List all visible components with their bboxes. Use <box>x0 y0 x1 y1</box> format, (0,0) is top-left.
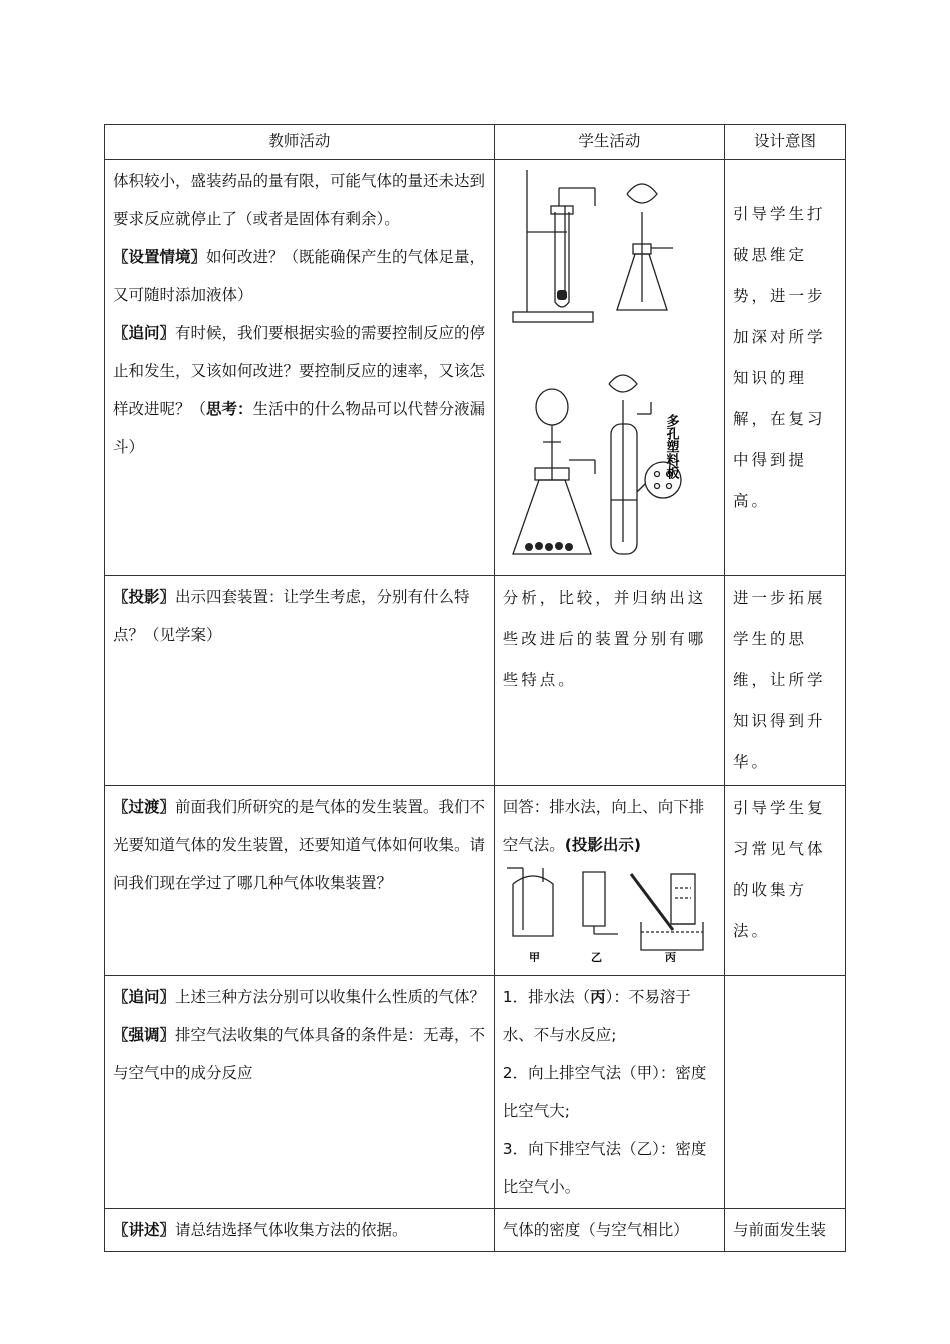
design-cell <box>724 786 845 976</box>
student-text: 气体的密度（与空气相比） <box>502 1221 689 1239</box>
student-text: 回答：排水法，向上、向下排空气法。 <box>502 798 705 854</box>
label-yi: 乙 <box>590 951 602 962</box>
teacher-text: 前面我们所研究的是气体的发生装置。我们不光要知道气体的发生装置，还要知道气体如何收集。请问我们现在学过了哪几种气体收集装置？ <box>113 798 486 892</box>
header-student: 学生活动 <box>494 125 724 160</box>
teacher-cell <box>105 160 495 576</box>
think-tag: 思考： <box>206 400 253 418</box>
answer-1-bold: 丙 <box>590 988 606 1006</box>
teacher-intro: 体积较小，盛装药品的量有限，可能气体的量还未达到要求反应就停止了（或者是固体有剩余）。 <box>113 172 486 228</box>
teacher-cell <box>105 1209 495 1252</box>
table-row <box>105 160 846 576</box>
apparatus-figure <box>495 162 724 567</box>
lesson-plan-table <box>104 124 846 1252</box>
teacher-cell <box>105 576 495 786</box>
porous-plate-label: 多孔塑料板 <box>663 414 679 479</box>
table-row <box>105 1209 846 1252</box>
emphasis-text: 排空气法收集的气体具备的条件是：无毒，不与空气中的成分反应 <box>113 1026 486 1082</box>
answer-2: 2．向上排空气法（甲）：密度比空气大; <box>502 1064 707 1120</box>
teacher-text: 出示四套装置：让学生考虑，分别有什么特点？（见学案） <box>113 588 470 644</box>
design-cell <box>724 976 845 1209</box>
tag-projection: 〖投影〗 <box>113 588 176 606</box>
teacher-text: 请总结选择气体收集方法的依据。 <box>175 1221 408 1239</box>
teacher-cell <box>105 786 495 976</box>
table-row <box>105 976 846 1209</box>
label-bing: 丙 <box>664 951 676 962</box>
design-cell <box>724 1209 845 1252</box>
tag-followup: 〖追问〗 <box>113 988 176 1006</box>
student-cell <box>494 786 724 976</box>
tag-lecture: 〖讲述〗 <box>113 1221 176 1239</box>
design-cell <box>724 576 845 786</box>
design-cell <box>724 160 845 576</box>
followup-text: 上述三种方法分别可以收集什么性质的气体？ <box>175 988 486 1006</box>
answer-1-pre: 1．排水法（ <box>502 988 591 1006</box>
answer-3: 3．向下排空气法（乙）：密度比空气小。 <box>502 1140 707 1196</box>
tag-scenario: 〖设置情境〗 <box>113 248 207 266</box>
student-bold: (投影出示) <box>564 836 641 854</box>
student-text: 分析，比较，并归纳出这些改进后的装置分别有哪些特点。 <box>502 589 707 689</box>
student-cell <box>494 576 724 786</box>
student-cell-apparatus <box>494 160 724 576</box>
collection-methods-drawing <box>503 864 718 962</box>
think-text: 生活中的什么物品可以代替分液漏斗） <box>113 400 486 456</box>
student-cell <box>494 1209 724 1252</box>
header-row <box>105 125 846 160</box>
stand-base <box>513 312 593 322</box>
teacher-cell <box>105 976 495 1209</box>
label-jia: 甲 <box>528 951 540 962</box>
scenario-text: 如何改进？（既能确保产生的气体足量，又可随时添加液体） <box>113 248 486 304</box>
design-text: 引导学生打破思维定势，进一步加深对所学知识的理解，在复习中得到提高。 <box>732 205 826 510</box>
table-row <box>105 576 846 786</box>
student-cell <box>494 976 724 1209</box>
apparatus-drawing <box>495 162 727 567</box>
followup-text: 有时候，我们要根据实验的需要控制反应的停止和发生，又该如何改进？要控制反应的速率，又该怎样改进呢？（ <box>113 324 486 418</box>
tag-emphasis: 〖强调〗 <box>113 1026 176 1044</box>
table-row <box>105 786 846 976</box>
header-design: 设计意图 <box>724 125 845 160</box>
tag-followup: 〖追问〗 <box>113 324 176 342</box>
design-text: 进一步拓展学生的思维，让所学知识得到升华。 <box>732 589 826 771</box>
design-text: 与前面发生装 <box>732 1221 826 1239</box>
tag-transition: 〖过渡〗 <box>113 798 176 816</box>
header-teacher: 教师活动 <box>105 125 495 160</box>
answer-1-post: ）：不易溶于水、不与水反应; <box>502 988 691 1044</box>
design-text: 引导学生复习常见气体的收集方法。 <box>732 799 826 940</box>
